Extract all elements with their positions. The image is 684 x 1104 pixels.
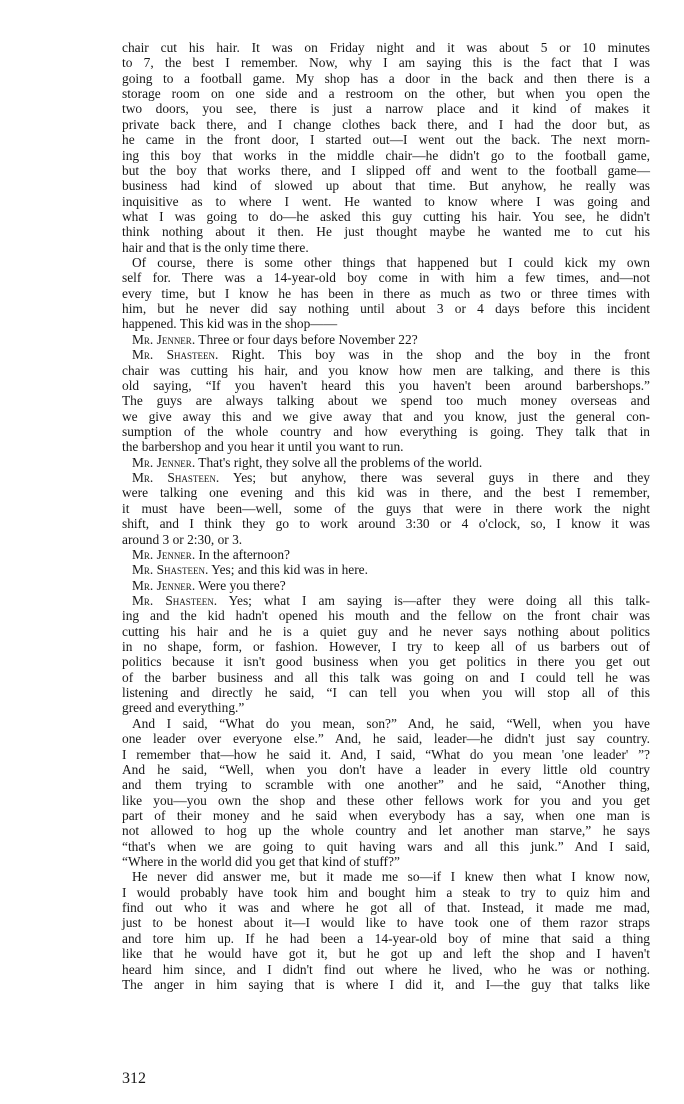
- text-line: [122, 409, 650, 424]
- speaker-name: Mr. Shasteen.: [132, 562, 209, 578]
- line-text: storage room on one side and a restroom on the other, but when you open the: [122, 86, 650, 102]
- text-line: [122, 55, 650, 70]
- text-line: [122, 516, 650, 531]
- speaker-name: Mr. Shasteen.: [132, 592, 218, 608]
- page-number: 312: [122, 1070, 146, 1087]
- text-paragraph: [122, 716, 650, 870]
- line-text: shift, and I think they go to work around 3:30 or 4 o'clock, so, I know it was: [122, 516, 650, 532]
- line-text: think nothing about it then. He just thought maybe he wanted me to cut his: [122, 224, 650, 240]
- line-text: two doors, you see, there is just a narrow place and it kind of makes it: [122, 101, 650, 117]
- line-text: greed and everything.”: [122, 700, 245, 716]
- line-text: politics because it isn't good business when you get politics in there you get out: [122, 654, 650, 670]
- text-line: [122, 562, 650, 577]
- line-text: self for. There was a 14-year-old boy come in with him a few times, and—not: [122, 270, 650, 286]
- text-line: [122, 869, 650, 884]
- text-line: [122, 593, 650, 608]
- line-text: That's right, they solve all the problems of the world.: [198, 454, 483, 470]
- line-text: and tore him up. If he had been a 14-year-old boy of mine that said a thing: [122, 930, 650, 946]
- line-text: one leader over everyone else.” And, he said, leader—he didn't just say country.: [122, 731, 650, 747]
- line-text: what I was going to do—he asked this guy cutting his hair. You see, he didn't: [122, 208, 650, 224]
- text-line: [122, 578, 650, 593]
- text-line: [122, 101, 650, 116]
- text-line: [122, 363, 650, 378]
- text-line: [122, 240, 650, 255]
- text-line: [122, 455, 650, 470]
- line-text: listening and directly he said, “I can tell you when you will stop all of this: [122, 685, 650, 701]
- text-line: [122, 762, 650, 777]
- text-line: [122, 316, 650, 331]
- text-line: [122, 977, 650, 992]
- line-text: chair cut his hair. It was on Friday night and it was about 5 or 10 minutes: [122, 40, 650, 55]
- line-text: inquisitive as to where I went. He wanted to know where I was going and: [122, 193, 650, 209]
- text-line: [122, 700, 650, 715]
- speaker-name: Mr. Jenner.: [132, 577, 196, 593]
- line-text: but the boy that works there, and I slipped off and went to the football game—: [122, 162, 650, 178]
- testimony-paragraph: [122, 562, 650, 577]
- line-text: “Where in the world did you get that kind of stuff?”: [122, 854, 400, 870]
- text-line: [122, 163, 650, 178]
- line-text: around 3 or 2:30, or 3.: [122, 531, 243, 547]
- speaker-name: Mr. Jenner.: [132, 546, 196, 562]
- text-line: [122, 485, 650, 500]
- text-line: [122, 378, 650, 393]
- line-text: were talking one evening and this kid was in there, and the best I remember,: [122, 485, 650, 501]
- text-line: [122, 839, 650, 854]
- text-line: [122, 71, 650, 86]
- text-line: [122, 654, 650, 669]
- speaker-name: Mr. Jenner.: [132, 331, 196, 347]
- text-line: [122, 40, 650, 55]
- text-line: [122, 86, 650, 101]
- line-text: sumption of the whole country and how everything is going. They talk that in: [122, 423, 650, 439]
- text-line: [122, 793, 650, 808]
- line-text: part of their money and he said when everybody has a say, when one man is: [122, 807, 650, 823]
- text-line: [122, 624, 650, 639]
- text-line: [122, 885, 650, 900]
- text-line: [122, 670, 650, 685]
- line-text: cutting his hair and he is a quiet guy and he never says nothing about politics: [122, 623, 650, 639]
- line-text: happened. This kid was in the shop——: [122, 316, 338, 332]
- document-page-body: [122, 40, 650, 992]
- text-line: [122, 823, 650, 838]
- text-line: [122, 639, 650, 654]
- line-text: of the barber business and all this talk was going on and I could tell he was: [122, 669, 650, 685]
- text-paragraph: [122, 40, 650, 255]
- testimony-paragraph: [122, 547, 650, 562]
- line-text: Yes; and this kid was in here.: [211, 562, 368, 578]
- line-text: we give away this and we give away that and you know, just the general con-: [122, 408, 650, 424]
- speaker-name: Mr. Shasteen.: [132, 470, 220, 486]
- text-line: [122, 931, 650, 946]
- text-line: [122, 209, 650, 224]
- text-line: [122, 685, 650, 700]
- line-text: him, but he never did say nothing until about 3 or 4 days before this incident: [122, 301, 650, 317]
- line-text: ing and the kid hadn't opened his mouth and the fellow on the front chair was: [122, 608, 650, 624]
- line-text: private back there, and I change clothes back there, and I had the door but, as: [122, 116, 650, 132]
- line-text: Right. This boy was in the shop and the boy in the front: [231, 347, 650, 363]
- line-text: I remember that—how he said it. And, I said, “What do you mean 'one leader' ”?: [122, 746, 650, 762]
- line-text: like you—you own the shop and these other fellows work for you and you get: [122, 792, 650, 808]
- text-line: [122, 716, 650, 731]
- text-line: [122, 286, 650, 301]
- text-line: [122, 777, 650, 792]
- text-line: [122, 532, 650, 547]
- line-text: Were you there?: [198, 577, 286, 593]
- testimony-paragraph: [122, 578, 650, 593]
- line-text: chair was cutting his hair, and you know how men are talking, and there is this: [122, 362, 650, 378]
- line-text: In the afternoon?: [198, 546, 290, 562]
- line-text: not allowed to hog up the whole country and let another man starve,” he says: [122, 823, 650, 839]
- text-line: [122, 393, 650, 408]
- text-line: [122, 255, 650, 270]
- speaker-name: Mr. Shasteen.: [132, 347, 219, 363]
- line-text: ing this boy that works in the middle chair—he didn't go to the football game,: [122, 147, 650, 163]
- line-text: hair and that is the only time there.: [122, 239, 309, 255]
- text-line: [122, 301, 650, 316]
- line-text: Of course, there is some other things that happened but I could kick my own: [132, 255, 650, 271]
- text-line: [122, 117, 650, 132]
- line-text: every time, but I know he has been in there as much as two or three times with: [122, 285, 650, 301]
- text-line: [122, 731, 650, 746]
- text-line: [122, 962, 650, 977]
- text-line: [122, 194, 650, 209]
- speaker-name: Mr. Jenner.: [132, 454, 196, 470]
- text-line: [122, 132, 650, 147]
- line-text: in no shape, form, or fashion. However, I try to keep all of us barbers out of: [122, 639, 650, 655]
- line-text: old saying, “If you haven't heard this you haven't been around barbershops.”: [122, 377, 650, 393]
- text-line: [122, 946, 650, 961]
- text-line: [122, 900, 650, 915]
- text-line: [122, 808, 650, 823]
- text-line: [122, 332, 650, 347]
- text-paragraph: [122, 255, 650, 332]
- line-text: Yes; but anyhow, there was several guys in there and they: [232, 470, 651, 486]
- line-text: “that's when we are going to quit having wars and all this junk.” And I said,: [122, 838, 650, 854]
- text-line: [122, 178, 650, 193]
- line-text: just to be honest about it—I would like to have took one of them razor straps: [122, 915, 650, 931]
- line-text: The anger in him saying that is where I did it, and I—the guy that talks like: [122, 976, 650, 992]
- line-text: like that he would have got it, but he got up and left the shop and I haven't: [122, 946, 650, 962]
- text-line: [122, 148, 650, 163]
- text-line: [122, 608, 650, 623]
- line-text: and them trying to scramble with one another” and he said, “Another thing,: [122, 777, 650, 793]
- line-text: he came in the front door, I started out—I went out the back. The next morn-: [122, 132, 650, 148]
- line-text: the barbershop and you hear it until you want to run.: [122, 439, 404, 455]
- testimony-paragraph: [122, 455, 650, 470]
- text-line: [122, 547, 650, 562]
- text-line: [122, 747, 650, 762]
- line-text: I would probably have took him and bought him a steak to try to quiz him and: [122, 884, 650, 900]
- line-text: And he said, “Well, when you don't have a leader in every little old country: [122, 761, 650, 777]
- text-line: [122, 347, 650, 362]
- line-text: find out who it was and where he got all of that. Instead, it made me mad,: [122, 900, 650, 916]
- line-text: He never did answer me, but it made me so—if I knew then what I know now,: [132, 869, 650, 885]
- line-text: it must have been—well, some of the guys that were in there work the night: [122, 500, 650, 516]
- line-text: The guys are always talking about we spend too much money overseas and: [122, 393, 650, 409]
- line-text: to 7, the best I remember. Now, why I am saying this is the fact that I was: [122, 55, 650, 71]
- testimony-paragraph: [122, 470, 650, 547]
- line-text: going to a football game. My shop has a door in the back and then there is a: [122, 70, 650, 86]
- testimony-paragraph: [122, 332, 650, 347]
- text-line: [122, 424, 650, 439]
- text-line: [122, 470, 650, 485]
- line-text: Three or four days before November 22?: [198, 331, 418, 347]
- text-line: [122, 501, 650, 516]
- line-text: heard him since, and I didn't find out where he lived, who he was or nothing.: [122, 961, 650, 977]
- line-text: Yes; what I am saying is—after they were doing all this talk-: [228, 592, 650, 608]
- line-text: And I said, “What do you mean, son?” And, he said, “Well, when you have: [132, 715, 650, 731]
- testimony-paragraph: [122, 593, 650, 716]
- line-text: business had kind of slowed up about that time. But anyhow, he really was: [122, 178, 650, 194]
- text-line: [122, 224, 650, 239]
- text-line: [122, 915, 650, 930]
- testimony-paragraph: [122, 347, 650, 455]
- text-paragraph: [122, 869, 650, 992]
- text-line: [122, 439, 650, 454]
- text-line: [122, 270, 650, 285]
- text-line: [122, 854, 650, 869]
